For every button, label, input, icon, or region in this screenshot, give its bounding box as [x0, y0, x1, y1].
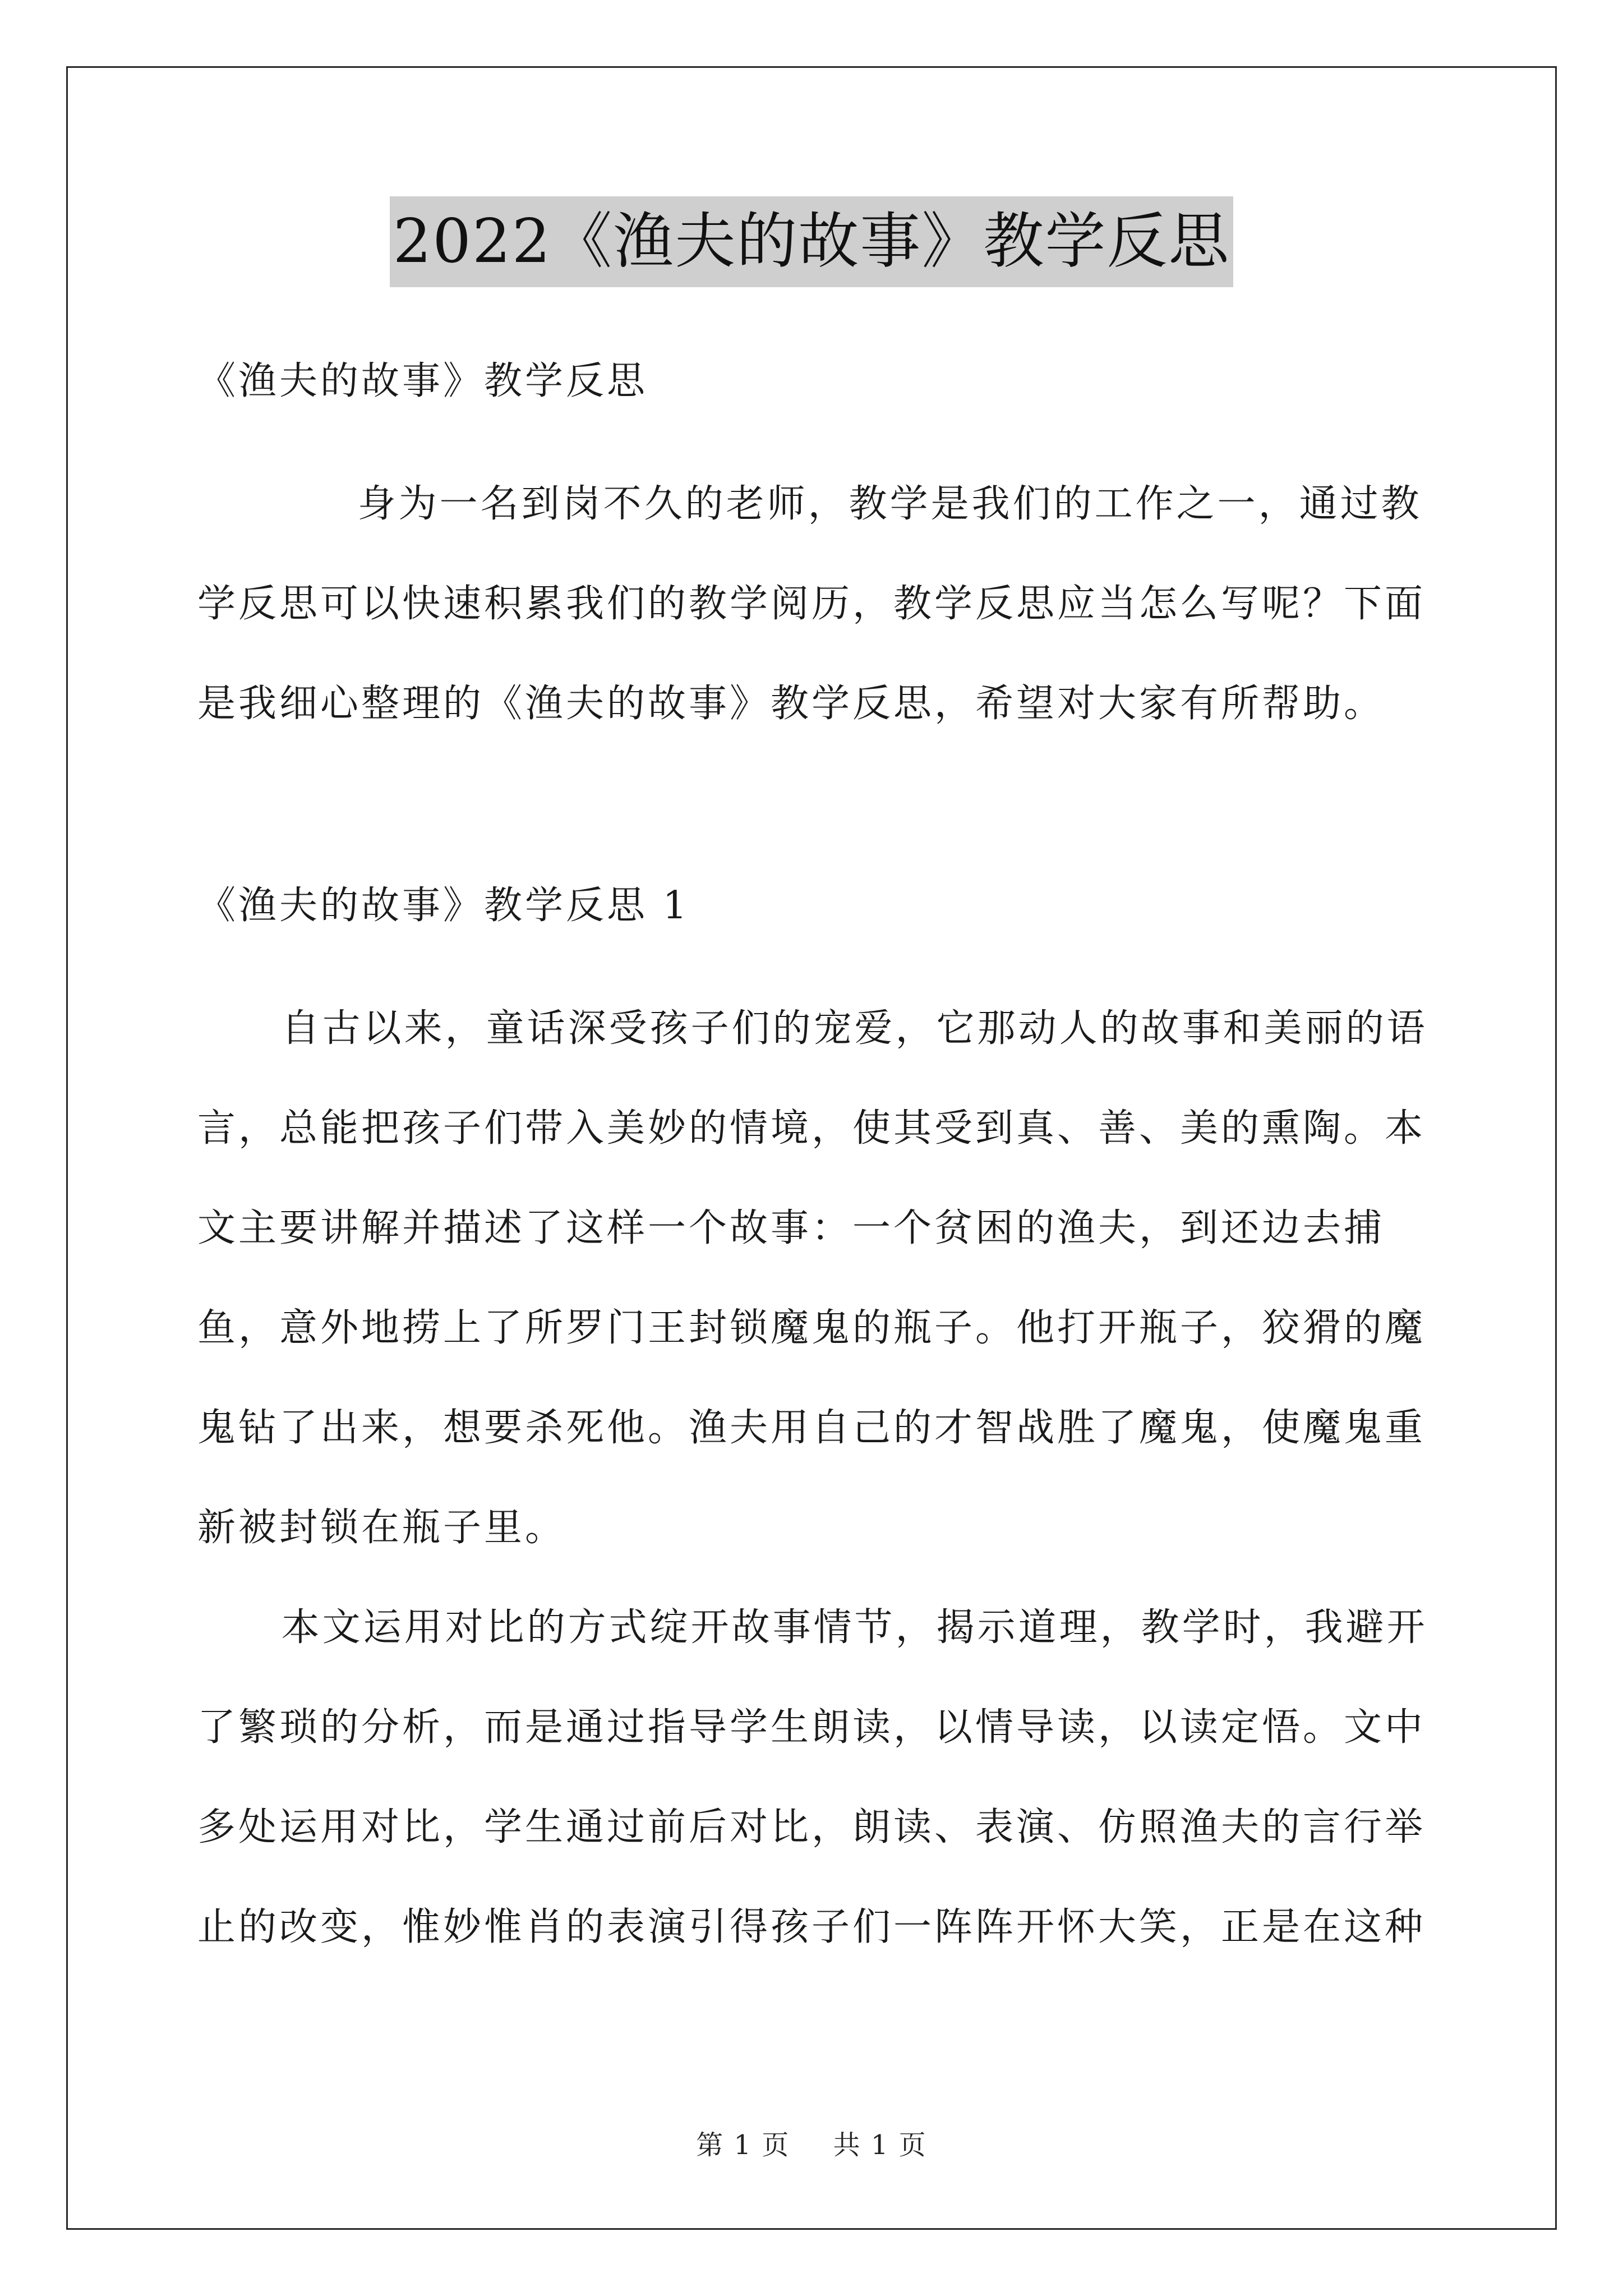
- section-body: [197, 979, 1437, 1977]
- intro-block: [197, 454, 1437, 754]
- body-paragraph-2: 本文运用对比的方式绽开故事情节，揭示道理，教学时，我避开了繁琐的分析，而是通过指导学生朗读，以情导读，以读定悟。文中多处运用对比，学生通过前后对比，朗读、表演、仿照渔夫的言行举止的改变，惟妙惟肖的表演引得孩子们一阵阵开怀大笑，正是在这种: [197, 1605, 1428, 1949]
- body-paragraph-1: 自古以来，童话深受孩子们的宠爱，它那动人的故事和美丽的语言，总能把孩子们带入美妙的情境，使其受到真、善、美的熏陶。本文主要讲解并描述了这样一个故事：一个贫困的渔夫，到还边去捕鱼，意外地捞上了所罗门王封锁魔鬼的瓶子。他打开瓶子，狡猾的魔鬼钻了出来，想要杀死他。渔夫用自己的才智战胜了魔鬼，使魔鬼重新被封锁在瓶子里。: [197, 1006, 1428, 1550]
- document-subtitle: 《渔夫的故事》教学反思: [197, 359, 648, 403]
- page-number: 第 1 页: [696, 2129, 790, 2161]
- page-footer: [0, 2123, 1623, 2162]
- page-total: 共 1 页: [833, 2129, 927, 2161]
- title-container: [0, 196, 1623, 287]
- section-heading: 《渔夫的故事》教学反思 1: [197, 884, 690, 928]
- document-title: 2022《渔夫的故事》教学反思: [390, 196, 1234, 287]
- intro-paragraph: 身为一名到岗不久的老师，教学是我们的工作之一，通过教学反思可以快速积累我们的教学阅历，教学反思应当怎么写呢？下面是我细心整理的《渔夫的故事》教学反思，希望对大家有所帮助。: [197, 482, 1426, 726]
